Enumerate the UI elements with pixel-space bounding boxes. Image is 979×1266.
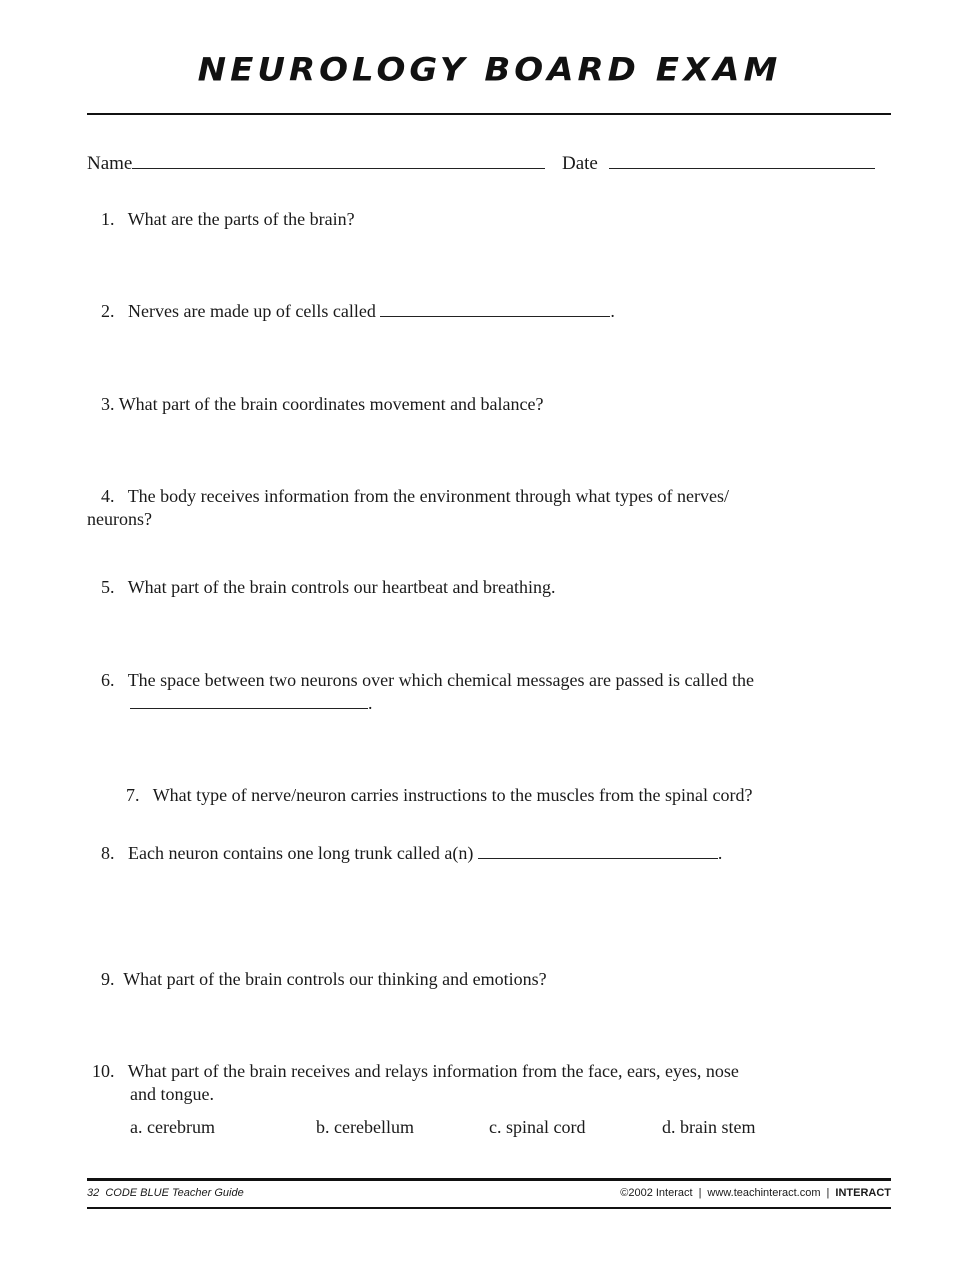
date-blank[interactable]	[609, 150, 875, 169]
name-label: Name	[87, 153, 133, 174]
question-4-continued: neurons?	[87, 509, 152, 529]
question-number: 7.	[126, 785, 140, 805]
choice-d[interactable]: d. brain stem	[662, 1117, 756, 1137]
answer-blank[interactable]	[478, 843, 718, 859]
question-number: 2.	[101, 301, 115, 321]
footer-copyright: ©2002 Interact	[620, 1187, 693, 1199]
question-text: What part of the brain coordinates movement and balance?	[118, 394, 544, 414]
question-suffix: .	[368, 693, 373, 713]
question-6	[101, 669, 754, 692]
question-2	[101, 300, 615, 323]
question-number: 10.	[92, 1061, 115, 1081]
question-number: 5.	[101, 577, 115, 597]
answer-blank[interactable]	[130, 693, 368, 709]
footer-page-label: 32 CODE BLUE Teacher Guide	[87, 1187, 244, 1199]
question-number: 4.	[101, 486, 115, 506]
question-number: 3.	[101, 394, 115, 414]
question-7	[126, 784, 753, 807]
footer-url[interactable]: www.teachinteract.com	[707, 1187, 821, 1199]
footer-separator: |	[698, 1187, 702, 1199]
page-title: NEUROLOGY BOARD EXAM	[197, 51, 782, 89]
question-10-continued: and tongue.	[130, 1084, 214, 1104]
question-number: 8.	[101, 843, 115, 863]
question-9	[101, 968, 547, 991]
date-label: Date	[562, 153, 598, 174]
question-suffix: .	[610, 301, 615, 321]
question-5	[101, 576, 556, 599]
choice-c[interactable]: c. spinal cord	[489, 1117, 586, 1137]
question-3	[101, 393, 544, 416]
title-divider	[87, 113, 891, 115]
question-1	[101, 208, 355, 231]
question-number: 9.	[101, 969, 115, 989]
date-field[interactable]	[562, 150, 875, 175]
footer-divider-bottom	[87, 1207, 891, 1209]
name-blank[interactable]	[132, 150, 545, 169]
question-number: 6.	[101, 670, 115, 690]
question-number: 1.	[101, 209, 115, 229]
question-4	[101, 485, 729, 508]
footer-credits	[620, 1187, 891, 1199]
question-8	[101, 842, 722, 865]
choice-a[interactable]: a. cerebrum	[130, 1117, 215, 1137]
question-text: What are the parts of the brain?	[127, 209, 355, 229]
question-10	[92, 1060, 739, 1083]
question-text: What part of the brain receives and relays information from the face, ears, eyes, nose	[127, 1061, 739, 1081]
question-6-continued	[130, 692, 373, 715]
footer-divider-top	[87, 1178, 891, 1181]
question-text: What part of the brain controls our heartbeat and breathing.	[127, 577, 556, 597]
question-text: What part of the brain controls our thinking and emotions?	[123, 969, 547, 989]
name-field[interactable]	[87, 150, 545, 175]
question-text: What type of nerve/neuron carries instructions to the muscles from the spinal cord?	[152, 785, 753, 805]
question-suffix: .	[717, 843, 723, 863]
footer-brand: INTERACT	[835, 1187, 891, 1199]
question-text: Each neuron contains one long trunk called a(n)	[128, 843, 474, 863]
answer-blank[interactable]	[380, 301, 610, 317]
footer-separator: |	[826, 1187, 830, 1199]
question-text: The body receives information from the environment through what types of nerves/	[127, 486, 730, 506]
question-text: The space between two neurons over which chemical messages are passed is called the	[127, 670, 754, 690]
choice-b[interactable]: b. cerebellum	[316, 1117, 414, 1137]
question-text: Nerves are made up of cells called	[128, 301, 376, 321]
